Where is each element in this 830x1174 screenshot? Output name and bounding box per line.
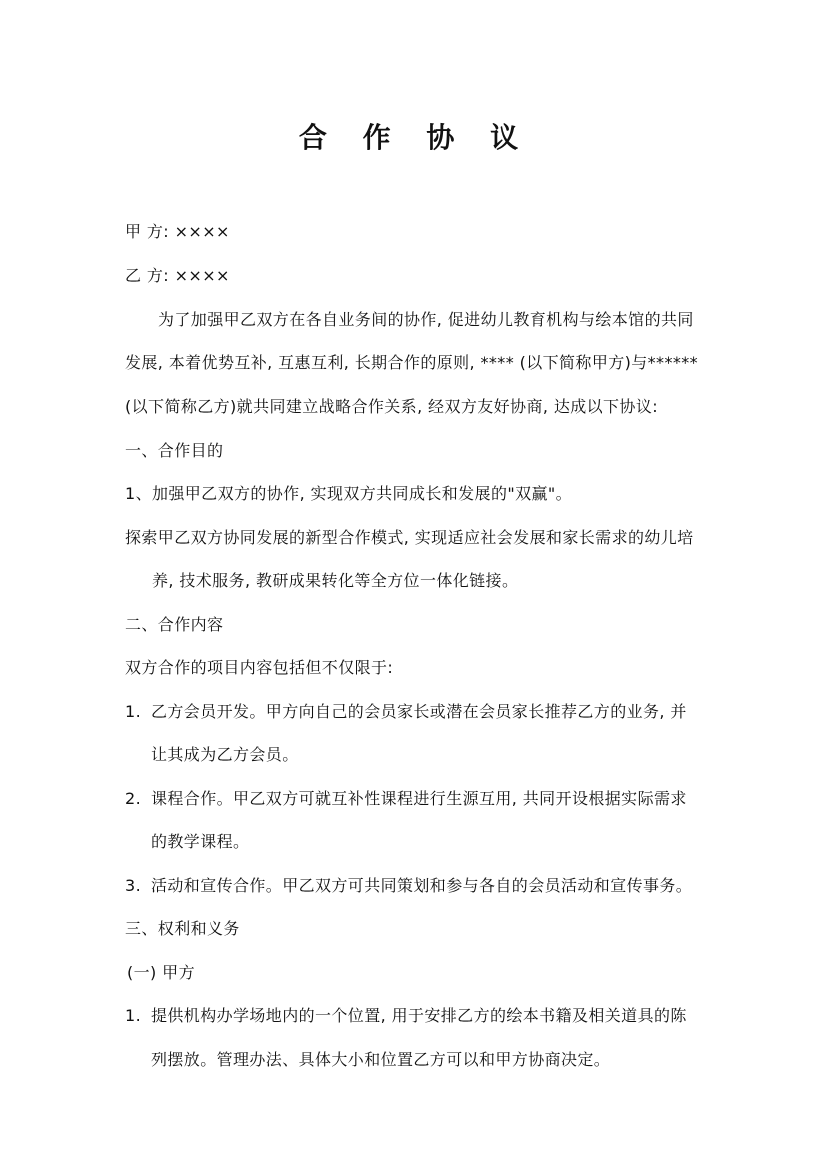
- purpose-item-1: 1、加强甲乙双方的协作, 实现双方共同成长和发展的"双赢"。: [125, 484, 573, 503]
- party-a-label: 甲 方:: [125, 222, 170, 241]
- party-a-line: [125, 220, 230, 244]
- page-title: 合 作 协 议: [298, 121, 532, 154]
- party-b-value: ××××: [174, 266, 230, 285]
- rights-item-1-line-1: 提供机构办学场地内的一个位置, 用于安排乙方的绘本书籍及相关道具的陈: [151, 1006, 687, 1025]
- list-number: 3.: [125, 876, 142, 895]
- party-b-line: [125, 264, 230, 288]
- list-number: 2.: [125, 789, 142, 808]
- content-item-3: [125, 874, 692, 898]
- content-item-1: [125, 700, 687, 724]
- sub-heading-party-a: (一) 甲方: [127, 963, 195, 982]
- party-b-label: 乙 方:: [125, 266, 170, 285]
- intro-line-1: 为了加强甲乙双方在各自业务间的协作, 促进幼儿教育机构与绘本馆的共同: [158, 310, 694, 329]
- intro-line-3: (以下简称乙方)就共同建立战略合作关系, 经双方友好协商, 达成以下协议:: [125, 397, 659, 416]
- content-item-3-line-1: 活动和宣传合作。甲乙双方可共同策划和参与各自的会员活动和宣传事务。: [151, 876, 693, 895]
- content-item-1-line-1: 乙方会员开发。甲方向自己的会员家长或潜在会员家长推荐乙方的业务, 并: [151, 702, 687, 721]
- section-heading-rights: 三、权利和义务: [125, 919, 240, 938]
- purpose-paragraph-line-1: 探索甲乙双方协同发展的新型合作模式, 实现适应社会发展和家长需求的幼儿培: [125, 528, 694, 547]
- list-number: 1.: [125, 702, 142, 721]
- rights-item-1-line-2: 列摆放。管理办法、具体大小和位置乙方可以和甲方协商决定。: [151, 1050, 611, 1069]
- content-item-2: [125, 787, 687, 811]
- content-lead: 双方合作的项目内容包括但不仅限于:: [125, 658, 394, 677]
- rights-item-1: [125, 1004, 687, 1028]
- list-number: 1.: [125, 1006, 142, 1025]
- party-a-value: ××××: [174, 222, 230, 241]
- content-item-1-line-2: 让其成为乙方会员。: [151, 745, 299, 764]
- section-heading-purpose: 一、合作目的: [125, 441, 224, 460]
- intro-line-2: 发展, 本着优势互补, 互惠互利, 长期合作的原则, **** (以下简称甲方)与******: [125, 353, 699, 372]
- purpose-paragraph-line-2: 养, 技术服务, 教研成果转化等全方位一体化链接。: [152, 571, 519, 590]
- content-item-2-line-1: 课程合作。甲乙双方可就互补性课程进行生源互用, 共同开设根据实际需求: [151, 789, 687, 808]
- content-item-2-line-2: 的教学课程。: [151, 832, 250, 851]
- section-heading-content: 二、合作内容: [125, 615, 224, 634]
